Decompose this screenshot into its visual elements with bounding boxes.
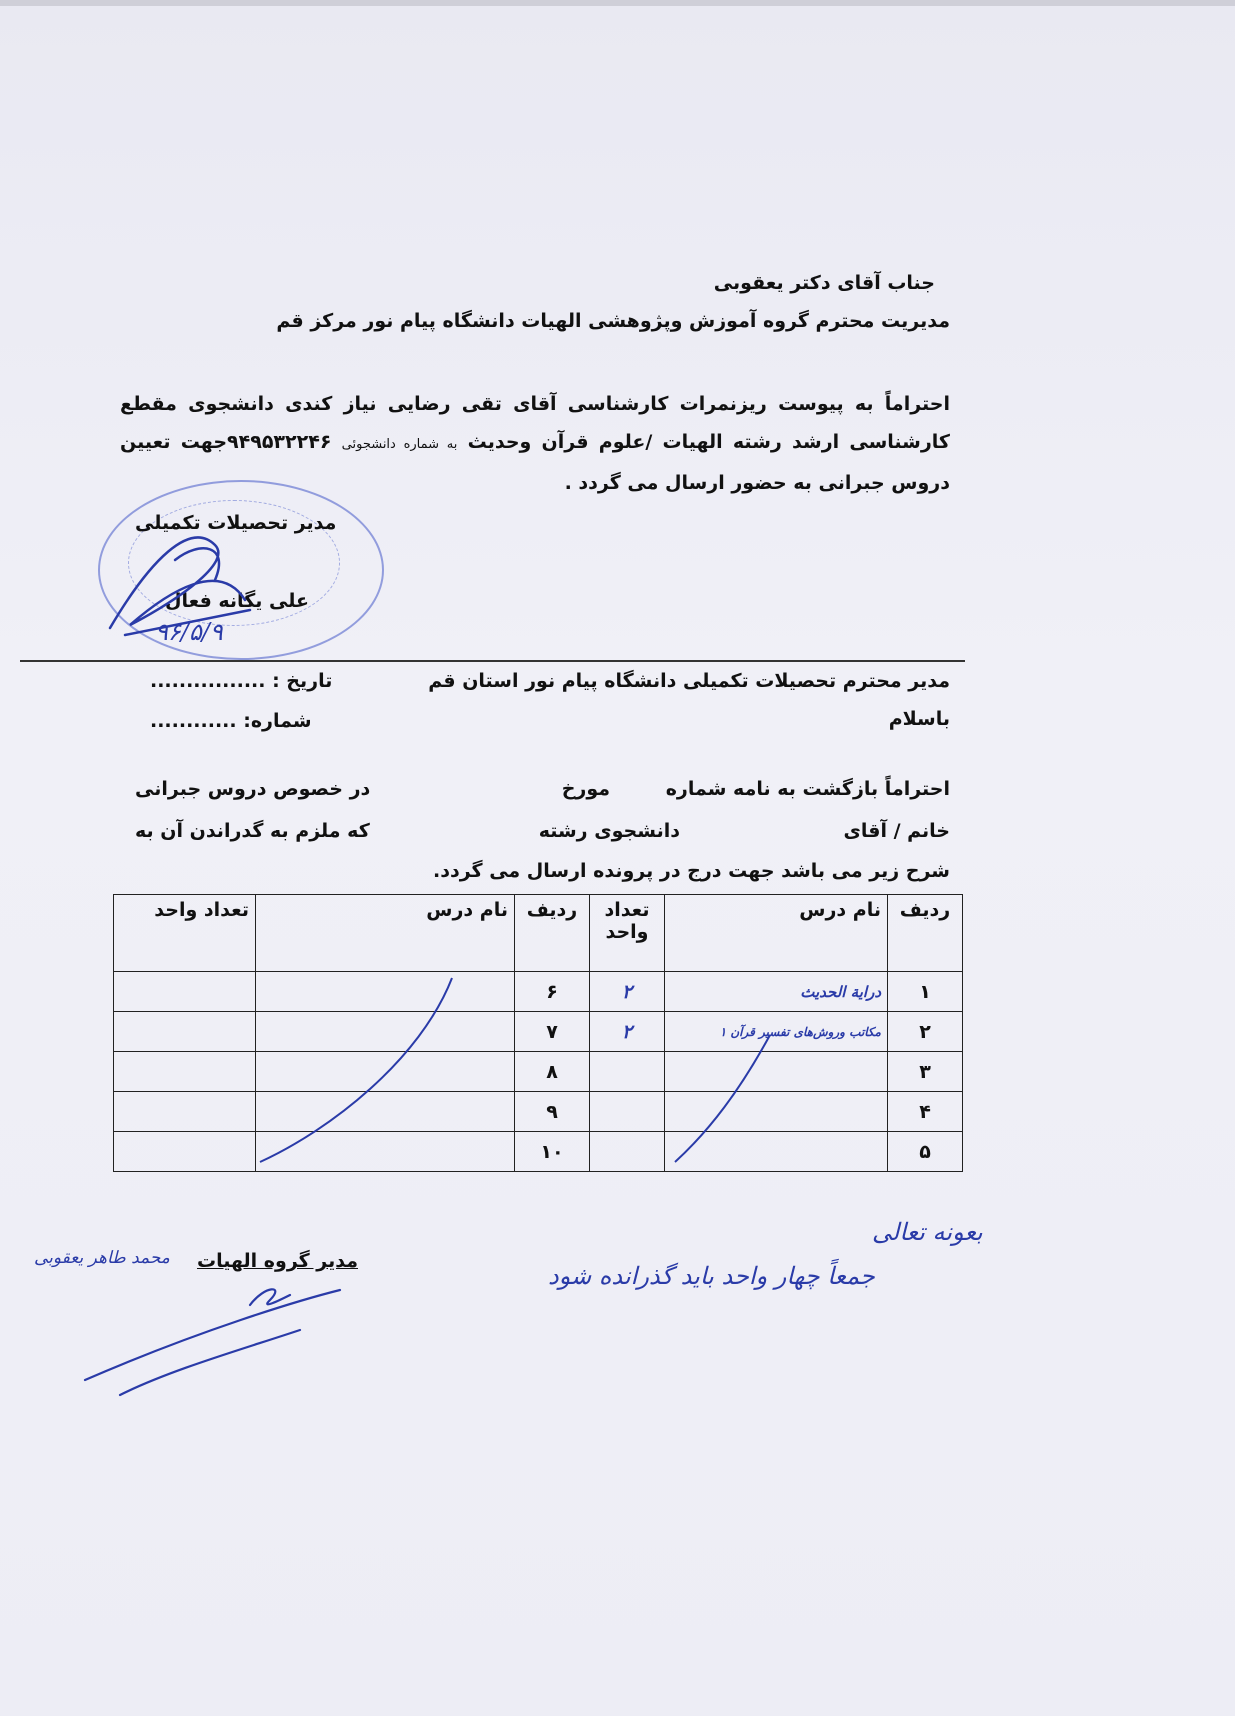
body-part-2: جهت تعیین دروس جبرانی به حضور ارسال می گردد . [120,431,950,494]
course-units-2 [114,1092,256,1132]
row-number-2: ۱۰ [515,1132,590,1172]
course-name-2 [256,1092,515,1132]
reply-ref-date: مورخ [561,778,610,800]
reply-description: شرح زیر می باشد جهت درج در پرونده ارسال می گردد. [433,860,950,882]
course-name-2 [256,1012,515,1052]
reply-obliged: که ملزم به گدراندن آن به [135,820,370,842]
row-number-2: ۷ [515,1012,590,1052]
reply-greeting: باسلام [888,708,950,730]
course-name-2 [256,1132,515,1172]
date-field: تاریخ : ................ [150,670,333,692]
table-header-row [114,895,963,972]
header-radif: ردیف [888,895,963,972]
table-row [114,972,963,1012]
salutation: جناب آقای دکتر یعقوبی [713,272,935,294]
handwritten-note-heading: بعونه تعالی [872,1218,983,1246]
course-name [665,1052,888,1092]
student-number: ۹۴۹۵۳۲۲۴۶ [227,431,332,453]
body-part-1: احتراماً به پیوست ریزنمرات کارشناسی آقای تقی رضایی نیاز کندی دانشجوی مقطع کارشناسی ارشد رشته الهیات /علوم قرآن وحدیث [120,393,950,453]
course-name-2 [256,972,515,1012]
header-units: تعداد واحد [590,895,665,972]
header-radif-2: ردیف [515,895,590,972]
course-units: ۲ [590,972,665,1012]
addressee: مدیریت محترم گروه آموزش وپژوهشی الهیات دانشگاه پیام نور مرکز قم [276,310,950,332]
table-row [114,1132,963,1172]
reply-ref-subject: در خصوص دروس جبرانی [135,778,371,800]
course-units-2 [114,972,256,1012]
number-field: شماره: ............ [150,710,312,732]
body-small-text: به شماره دانشجوئی [341,437,458,452]
row-number-2: ۶ [515,972,590,1012]
table-row [114,1052,963,1092]
handwritten-name: محمد طاهر یعقوبی [34,1248,170,1268]
course-units [590,1092,665,1132]
course-units [590,1052,665,1092]
row-number-2: ۹ [515,1092,590,1132]
course-name: مکاتب وروش‌های تفسیر قرآن ۱ [665,1012,888,1052]
header-units-2: تعداد واحد [114,895,256,972]
row-number: ۵ [888,1132,963,1172]
reply-recipient: مدیر محترم تحصیلات تکمیلی دانشگاه پیام نور استان قم [428,670,950,692]
reply-student-of: دانشجوی رشته [538,820,680,842]
signatory-name: علی یگانه فعال [165,590,309,612]
course-units-2 [114,1012,256,1052]
row-number: ۲ [888,1012,963,1052]
course-name [665,1132,888,1172]
course-name-2 [256,1052,515,1092]
header-course-name: نام درس [665,895,888,972]
course-name [665,1092,888,1132]
table-row [114,1092,963,1132]
section-divider [20,660,965,662]
scan-edge [0,0,1235,6]
course-units: ۲ [590,1012,665,1052]
signatory-title: مدیر تحصیلات تکمیلی [135,512,337,534]
dept-head-title: مدیر گروه الهیات [197,1250,358,1272]
row-number: ۱ [888,972,963,1012]
course-units-2 [114,1132,256,1172]
dept-head-signature [85,1289,340,1395]
course-units [590,1132,665,1172]
handwritten-date: ۹۶/۵/۹ [155,618,223,646]
row-number-2: ۸ [515,1052,590,1092]
header-course-name-2: نام درس [256,895,515,972]
table-row [114,1012,963,1052]
row-number: ۳ [888,1052,963,1092]
reply-ref-line: احتراماً بازگشت به نامه شماره [665,778,950,800]
courses-table [113,894,963,1172]
reply-mr-ms: خانم / آقای [843,820,950,842]
handwritten-note: جمعاً چهار واحد باید گذرانده شود [548,1262,875,1290]
course-units-2 [114,1052,256,1092]
row-number: ۴ [888,1092,963,1132]
course-name: درایة الحدیث [665,972,888,1012]
